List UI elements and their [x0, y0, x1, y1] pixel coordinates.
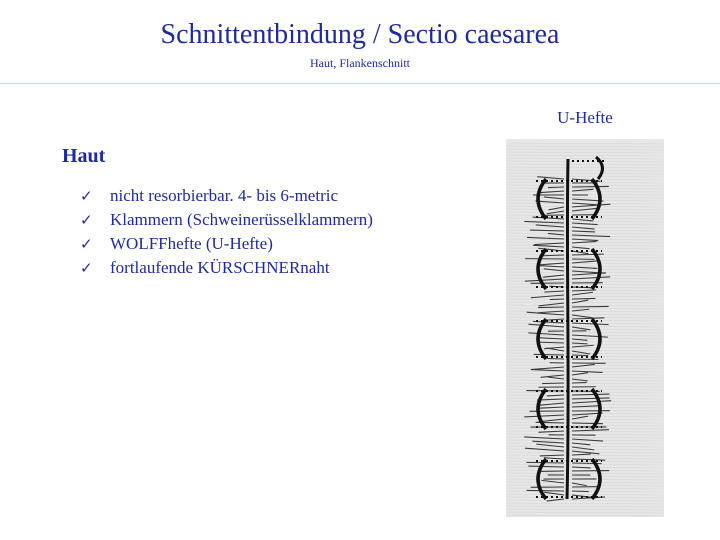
slide-subtitle: Haut, Flankenschnitt [310, 56, 410, 70]
title-divider [0, 83, 720, 84]
bullet-text: Klammern (Schweinerüsselklammern) [110, 210, 373, 229]
bullet-item [80, 184, 373, 208]
checkmark-icon: ✓ [80, 235, 93, 253]
bullet-text: WOLFFhefte (U-Hefte) [110, 234, 273, 253]
u-stitch-illustration [506, 139, 664, 517]
checkmark-icon: ✓ [80, 187, 93, 205]
bullet-text: nicht resorbierbar. 4- bis 6-metric [110, 186, 339, 205]
u-stitch-drawing [506, 139, 664, 517]
bullet-item [80, 232, 373, 256]
bullet-list [80, 184, 373, 280]
bullet-item [80, 208, 373, 232]
bullet-text: fortlaufende KÜRSCHNERnaht [110, 258, 330, 277]
bullet-item [80, 256, 373, 280]
checkmark-icon: ✓ [80, 211, 93, 229]
figure-caption: U-Hefte [557, 108, 613, 127]
section-heading: Haut [62, 145, 106, 167]
slide-title: Schnittentbindung / Sectio caesarea [160, 19, 560, 50]
checkmark-icon: ✓ [80, 259, 93, 277]
